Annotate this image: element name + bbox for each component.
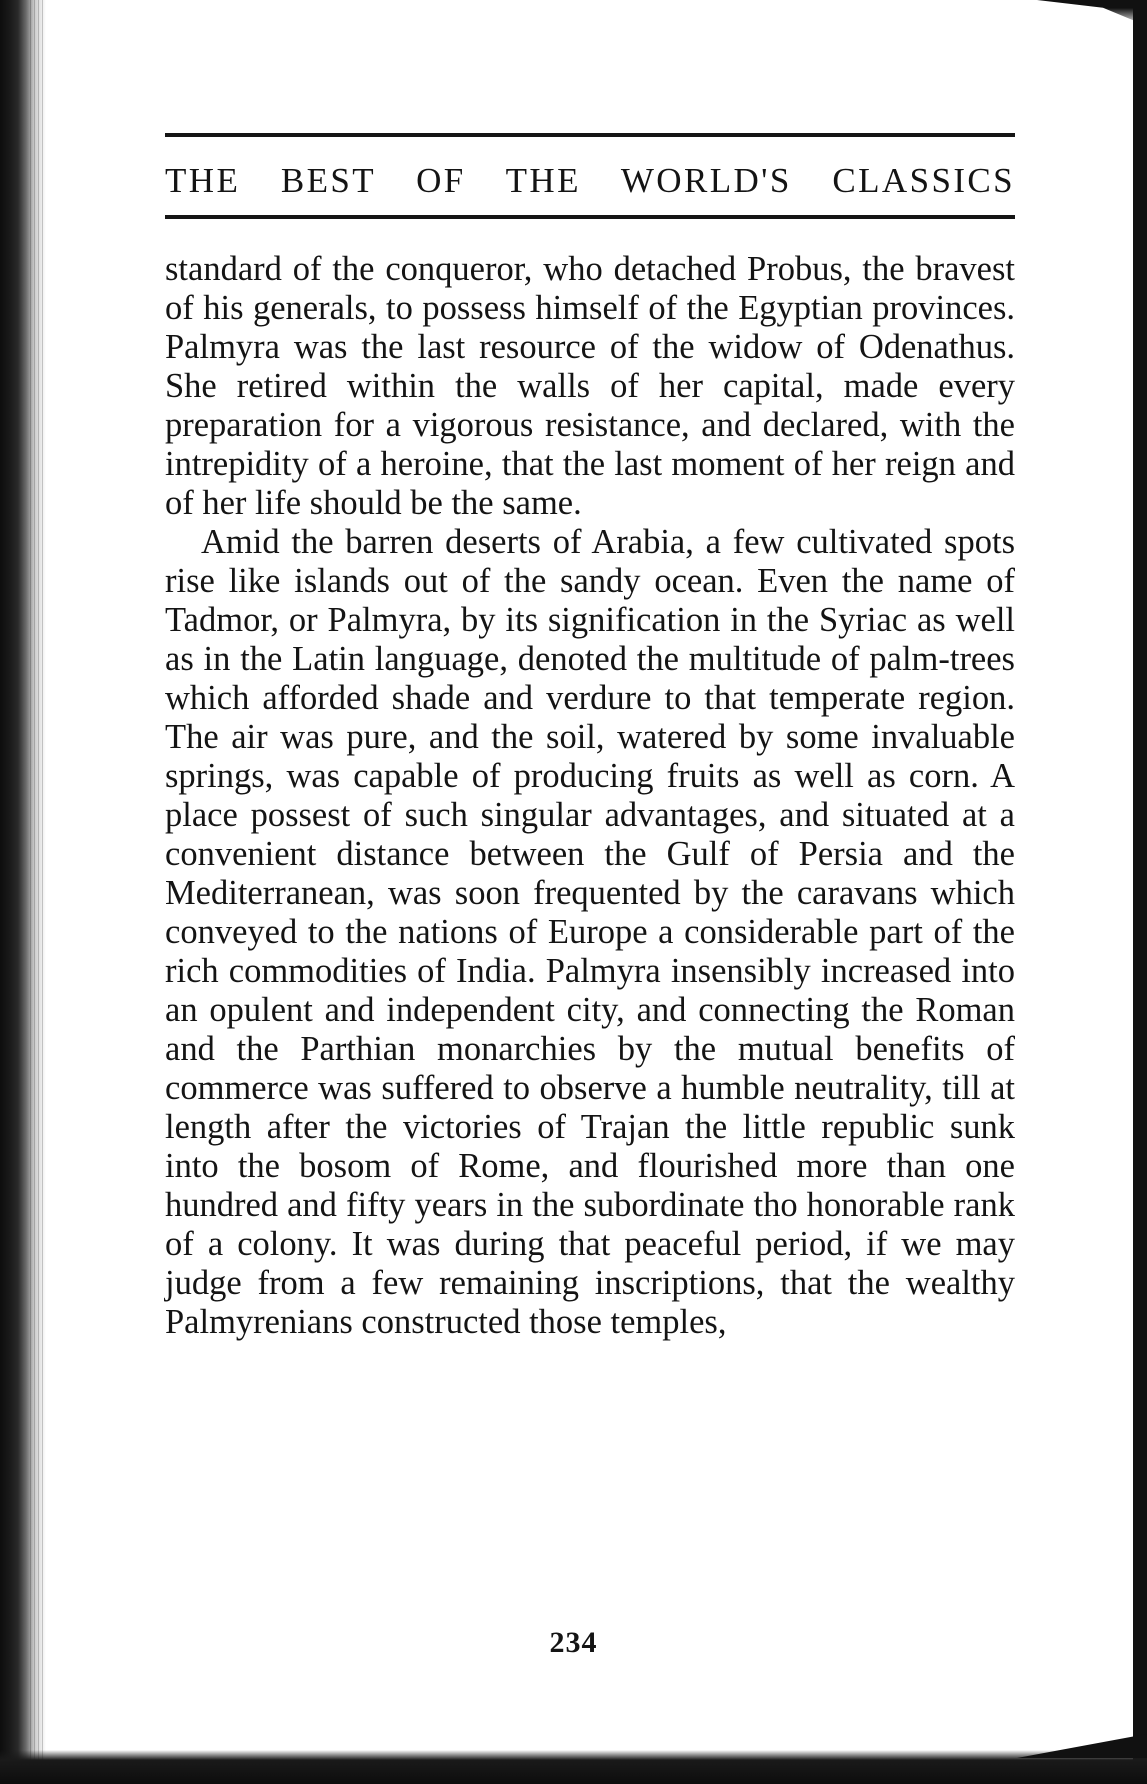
scan-corner-top-right — [1037, 0, 1147, 26]
page-number: 234 — [549, 1626, 598, 1659]
paragraph: standard of the conqueror, who detached Probus, the bravest of his generals, to possess himself of the Egyptian provinces. Palmyra was the last resource of the widow of Odenathus. She retired within the walls of her capital, made every preparation for a vigorous resistance, and declared, with the intrepidity of a heroine, that the last moment of her reign and of her life should be the same. — [165, 250, 1015, 522]
scan-corner-bottom-right — [1017, 1734, 1147, 1758]
scan-edge-right — [1133, 0, 1147, 1784]
header-rule-bottom — [165, 215, 1015, 219]
running-head: THE BEST OF THE WORLD'S CLASSICS — [165, 161, 1015, 200]
paragraph: Amid the barren deserts of Arabia, a few cultivated spots rise like islands out of the sandy ocean. Even the name of Tadmor, or Palmyra, by its signification in the Syriac as well as in the Latin language, denoted the multitude of palm-trees which afforded shade and verdure to that temperate region. The air was pure, and the soil, watered by some invaluable springs, was capable of producing fruits as well as corn. A place possest of such singular advantages, and situated at a convenient distance between the Gulf of Persia and the Mediterranean, was soon frequented by the caravans which conveyed to the nations of Europe a considerable part of the rich commodities of India. Palmyra insensibly increased into an opulent and independent city, and connecting the Roman and the Parthian monarchies by the mutual benefits of commerce was suffered to observe a humble neutrality, till at length after the victories of Trajan the little republic sunk into the bosom of Rome, and flourished more than one hundred and fifty years in the subordinate tho honorable rank of a colony. It was during that peaceful period, if we may judge from a few remaining inscriptions, that the wealthy Palmyrenians constructed those temples, — [165, 523, 1015, 1341]
scan-edge-bottom — [0, 1750, 1147, 1784]
body-text — [165, 250, 1015, 1342]
scan-binding-lines — [30, 0, 46, 1784]
header-rule-top — [165, 133, 1015, 137]
